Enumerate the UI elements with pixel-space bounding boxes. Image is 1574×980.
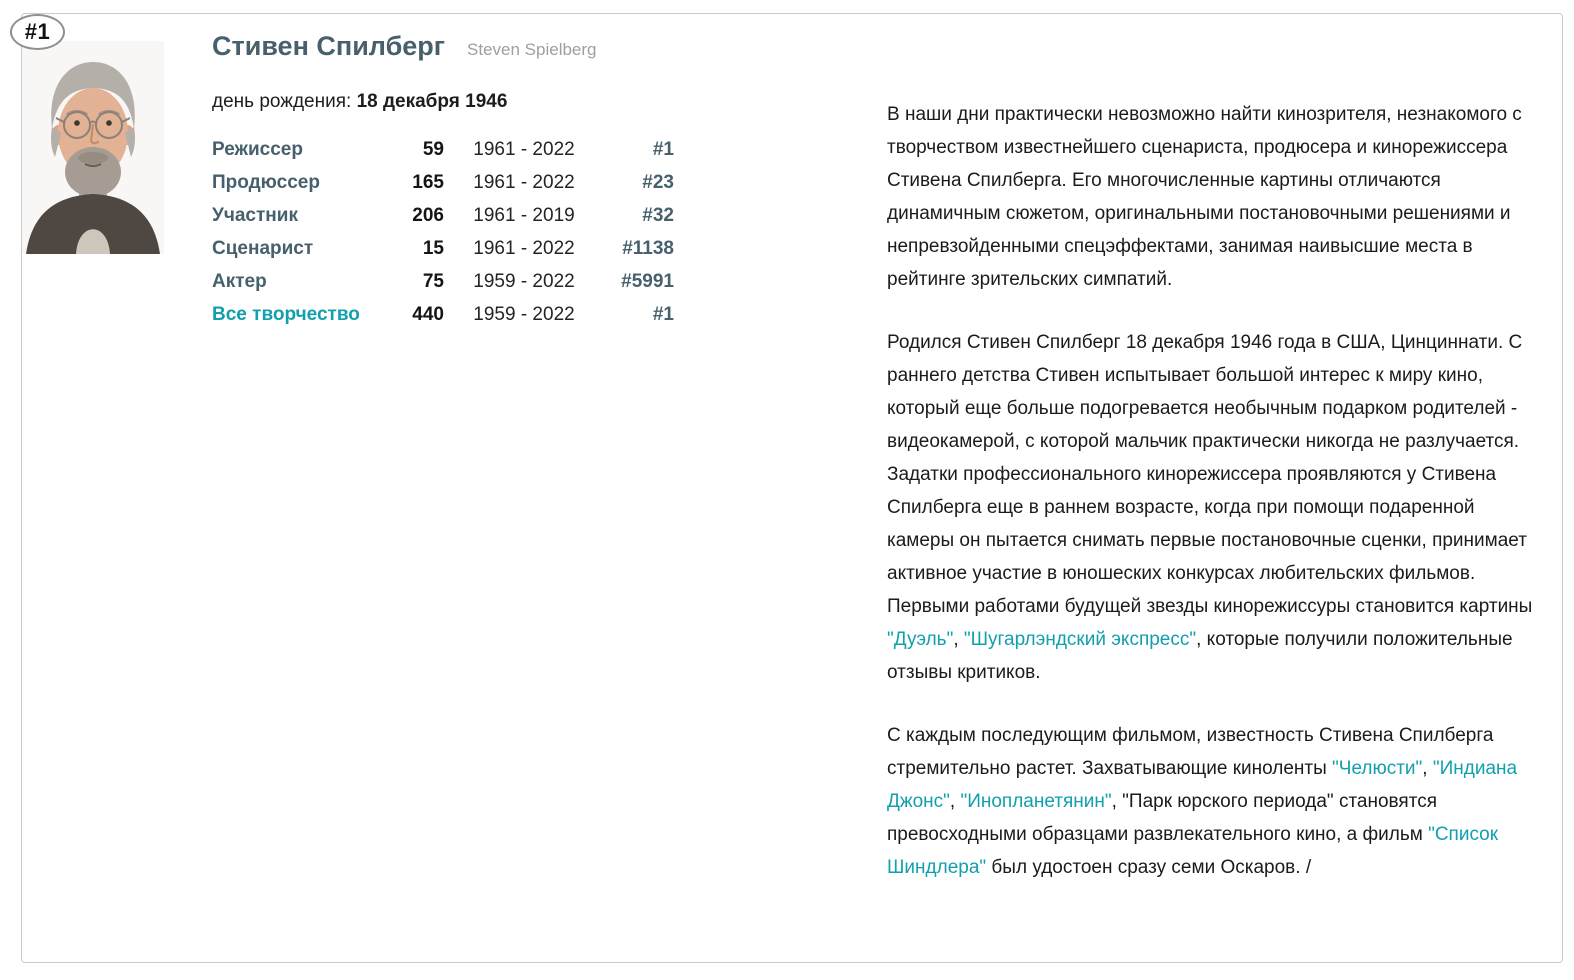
credit-role-link[interactable]: Участник <box>212 204 298 226</box>
credit-rank-link[interactable]: #1 <box>652 303 674 325</box>
bio-paragraph <box>887 98 1545 296</box>
credit-years: 1961 - 2022 <box>473 237 575 259</box>
bio-text: был удостоен сразу семи Оскаров. / <box>986 857 1312 878</box>
credit-role-link[interactable]: Продюссер <box>212 171 320 193</box>
credit-years: 1961 - 2019 <box>473 204 575 226</box>
credit-years: 1959 - 2022 <box>473 303 575 325</box>
credit-rank-link[interactable]: #1138 <box>622 237 674 259</box>
bio-text: В наши дни практически невозможно найти кинозрителя, незнакомого с творчеством известнейшего сценариста, продюсера и кинорежиссера Стивена Спилберга. Его многочисленные картины отличаются динамичным сюжетом, оригинальными постановочными решениями и непревзойденными спецэффектами, занимая наивысшие места в рейтинге зрительских симпатий. <box>887 104 1522 290</box>
credit-years: 1959 - 2022 <box>473 270 575 292</box>
credits-row <box>212 166 674 199</box>
credit-years: 1961 - 2022 <box>473 171 575 193</box>
credits-row <box>212 232 674 265</box>
credits-row <box>212 298 674 331</box>
credit-count: 75 <box>422 270 444 292</box>
credits-row <box>212 133 674 166</box>
bio-text: С каждым последующим фильмом, известность Стивена Спилберга стремительно растет. Захватывающие киноленты <box>887 725 1494 779</box>
credit-role-link[interactable]: Сценарист <box>212 237 314 259</box>
person-photo[interactable] <box>22 41 164 254</box>
person-card <box>21 13 1563 963</box>
credit-years: 1961 - 2022 <box>473 138 575 160</box>
credit-rank-link[interactable]: #23 <box>642 171 674 193</box>
film-link[interactable]: "Инопланетянин" <box>960 791 1112 812</box>
bio-text: Родился Стивен Спилберг 18 декабря 1946 года в США, Цинциннати. С раннего детства Стивен испытывает большой интерес к миру кино, который еще больше подогревается необычным подарком родителей - видеокамерой, с которой мальчик практически никогда не разлучается. Задатки профессионального кинорежиссера проявляются у Стивена Спилберга еще в раннем возрасте, когда при помощи подаренной камеры он пытается снимать первые постановочные сценки, принимает активное участие в юношеских конкурсах любительских фильмов. Первыми работами будущей звезды кинорежиссуры становится картины <box>887 332 1533 617</box>
film-link[interactable]: "Челюсти" <box>1332 758 1423 779</box>
credit-role-link[interactable]: Все творчество <box>212 303 360 325</box>
credit-rank-link[interactable]: #1 <box>652 138 674 160</box>
film-link[interactable]: "Шугарлэндский экспресс" <box>963 629 1197 650</box>
bio-text: , <box>1422 758 1433 779</box>
birthday-line <box>212 91 692 113</box>
credits-row <box>212 265 674 298</box>
credit-count: 59 <box>422 138 444 160</box>
credits-table <box>212 133 674 331</box>
person-name-ru: Стивен Спилберг <box>212 31 446 61</box>
rank-badge-value: #1 <box>24 19 51 44</box>
portrait-illustration <box>22 41 164 254</box>
bio-text: , <box>953 629 964 650</box>
credit-rank-link[interactable]: #5991 <box>621 270 674 292</box>
biography <box>887 98 1545 884</box>
bio-paragraph <box>887 326 1545 689</box>
credit-rank-link[interactable]: #32 <box>642 204 674 226</box>
rank-badge <box>10 14 65 50</box>
credit-role-link[interactable]: Актер <box>212 270 267 292</box>
bio-paragraph <box>887 719 1545 884</box>
credit-role-link[interactable]: Режиссер <box>212 138 303 160</box>
credit-count: 15 <box>422 237 444 259</box>
film-link[interactable]: "Дуэль" <box>887 629 954 650</box>
person-name-en: Steven Spielberg <box>467 40 597 59</box>
credit-count: 206 <box>412 204 444 226</box>
film-link[interactable]: "Список Шиндлера" <box>887 824 1499 878</box>
person-info <box>212 30 692 331</box>
bio-text: , <box>949 791 961 812</box>
credits-table-body <box>212 133 674 331</box>
name-row <box>212 30 692 62</box>
birthday-label: день рождения: <box>212 91 352 112</box>
bio-text: , которые получили положительные отзывы критиков. <box>887 629 1513 683</box>
credit-count: 440 <box>412 303 444 325</box>
credit-count: 165 <box>412 171 444 193</box>
credits-row <box>212 199 674 232</box>
birthday-value: 18 декабря 1946 <box>356 91 508 112</box>
film-link[interactable]: "Индиана Джонс" <box>887 758 1518 812</box>
bio-text: , "Парк юрского периода" становятся превосходными образцами развлекательного кино, а фильм <box>887 791 1437 845</box>
